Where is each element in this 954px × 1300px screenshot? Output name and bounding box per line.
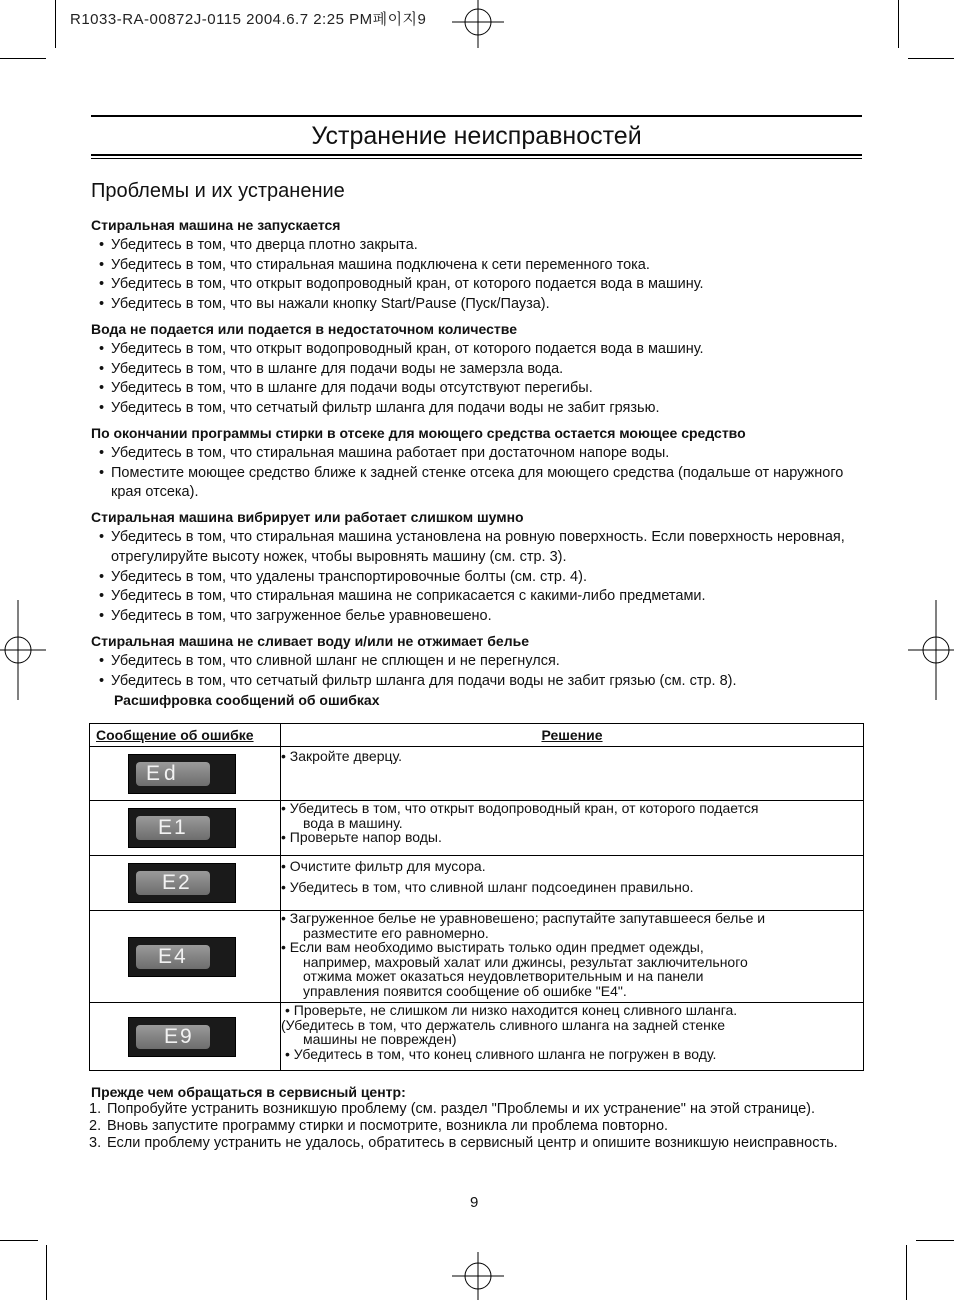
list-item: • Убедитесь в том, что сетчатый фильтр шланга для подачи воды не забит грязью.	[91, 399, 866, 419]
solution-cell	[281, 911, 864, 1003]
error-code: E1	[136, 816, 210, 840]
error-code: E2	[136, 871, 210, 895]
problems-section	[91, 216, 866, 711]
registration-mark-icon	[0, 600, 46, 700]
list-item	[89, 1101, 866, 1118]
column-header-solution: Решение	[281, 724, 864, 747]
list-item: • Убедитесь в том, что стиральная машина работает при достаточном напоре воды.	[91, 444, 866, 464]
solution-line: • Очистите фильтр для мусора.	[281, 858, 486, 874]
error-code-cell	[90, 856, 281, 911]
table-row	[90, 747, 864, 801]
list-item: • Убедитесь в том, что открыт водопроводный кран, от которого подается вода в машину.	[91, 275, 866, 295]
solution-line: • Загруженное белье не уравновешено; распутайте запутавшееся белье и	[281, 910, 766, 926]
crop-mark	[46, 1245, 47, 1300]
crop-mark	[916, 1240, 954, 1241]
problem-heading: Стиральная машина не запускается	[91, 217, 341, 233]
service-section	[91, 1084, 866, 1152]
list-item: • Убедитесь в том, что вы нажали кнопку Start/Pause (Пуск/Пауза).	[91, 295, 866, 315]
step-text: Вновь запустите программу стирки и посмотрите, возникла ли проблема повторно.	[107, 1118, 669, 1134]
registration-mark-icon	[452, 0, 504, 48]
step-number: 2.	[89, 1118, 102, 1134]
problem-heading: По окончании программы стирки в отсеке для моющего средства остается моющее средство	[91, 424, 746, 441]
problem-heading: Стиральная машина не сливает воду и/или не отжимает белье	[91, 632, 529, 649]
list-item: • Убедитесь в том, что сетчатый фильтр шланга для подачи воды не забит грязью (см. стр. 8).	[91, 672, 866, 692]
solution-cell	[281, 747, 864, 801]
list-item: • Убедитесь в том, что в шланге для подачи воды отсутствуют перегибы.	[91, 379, 866, 399]
lcd-display	[128, 1017, 236, 1057]
crop-mark	[0, 1240, 38, 1241]
problem-block	[91, 632, 866, 691]
solution-line: например, махровый халат или джинсы, результат заключительного	[303, 953, 748, 970]
error-table	[89, 723, 864, 1071]
service-steps	[91, 1101, 866, 1152]
service-heading: Прежде чем обращаться в сервисный центр:	[91, 1084, 406, 1100]
crop-mark	[908, 58, 954, 59]
lcd-display	[128, 808, 236, 848]
solution-line: управления появится сообщение об ошибке "E4".	[303, 982, 627, 999]
list-item: • Убедитесь в том, что стиральная машина установлена на ровную поверхность. Если поверхность неровная, отрегулируйте высоту ножек, чтобы выровнять машину (см. стр. 3).	[91, 528, 866, 568]
step-text: Попробуйте устранить возникшую проблему (см. раздел "Проблемы и их устранение" на этой странице).	[107, 1101, 816, 1117]
solution-line: (Убедитесь в том, что держатель сливного шланга на задней стенке	[281, 1016, 725, 1033]
list-item: • Убедитесь в том, что открыт водопроводный кран, от которого подается вода в машину.	[91, 340, 866, 360]
problem-heading: Вода не подается или подается в недостаточном количестве	[91, 320, 517, 337]
step-number: 3.	[89, 1135, 102, 1151]
error-code: E9	[136, 1025, 210, 1049]
table-row	[90, 911, 864, 1003]
list-item	[89, 1118, 866, 1135]
problem-items	[91, 652, 866, 692]
list-item: • Убедитесь в том, что стиральная машина не соприкасается с какими-либо предметами.	[91, 587, 866, 607]
solution-line: разместите его равномерно.	[303, 924, 489, 941]
crop-mark	[55, 0, 56, 48]
table-row	[90, 856, 864, 911]
solution-line: • Если вам необходимо выстирать только один предмет одежды,	[281, 939, 704, 955]
error-decoding-title: Расшифровка сообщений об ошибках	[114, 692, 380, 709]
problem-block	[91, 320, 866, 419]
registration-mark-icon	[452, 1252, 504, 1300]
list-item: • Поместите моющее средство ближе к задней стенке отсека для моющего средства (подальше от наружного края отсека).	[91, 464, 866, 504]
crop-mark	[898, 0, 899, 48]
problem-items	[91, 444, 866, 503]
page-title: Устранение неисправностей	[311, 122, 642, 150]
list-item: • Убедитесь в том, что в шланге для подачи воды не замерзла вода.	[91, 360, 866, 380]
lcd-display	[128, 937, 236, 977]
error-code: Ed	[136, 762, 210, 786]
solution-line: отжима может оказаться неудовлетворительным и на панели	[303, 968, 704, 984]
solution-line: • Убедитесь в том, что конец сливного шланга не погружен в воду.	[285, 1045, 717, 1062]
list-item: • Убедитесь в том, что загруженное белье уравновешено.	[91, 607, 866, 627]
solution-cell	[281, 856, 864, 911]
solution-line: • Убедитесь в том, что сливной шланг подсоединен правильно.	[281, 879, 694, 895]
solution-line: • Проверьте, не слишком ли низко находится конец сливного шланга.	[285, 1002, 738, 1018]
page-number: 9	[470, 1194, 479, 1211]
lcd-display	[128, 863, 236, 903]
problem-heading: Стиральная машина вибрирует или работает слишком шумно	[91, 509, 524, 526]
problem-block	[91, 508, 866, 627]
step-text: Если проблему устранить не удалось, обратитесь в сервисный центр и опишите возникшую неисправность.	[107, 1135, 838, 1151]
error-code-cell	[90, 747, 281, 801]
list-item: • Убедитесь в том, что удалены транспортировочные болты (см. стр. 4).	[91, 568, 866, 588]
solution-cell	[281, 801, 864, 856]
solution-line: вода в машину.	[303, 814, 403, 831]
table-header-row	[90, 724, 864, 747]
error-code-cell	[90, 1003, 281, 1071]
title-rule-bottom-thin	[91, 158, 862, 159]
error-code-cell	[90, 911, 281, 1003]
title-rule-top	[91, 115, 862, 117]
table-row	[90, 1003, 864, 1071]
solution-cell	[281, 1003, 864, 1071]
solution-line: • Закройте дверцу.	[281, 748, 403, 764]
section-title: Проблемы и их устранение	[91, 180, 345, 202]
solution-line: машины не поврежден)	[303, 1031, 457, 1047]
crop-mark	[0, 58, 46, 59]
list-item	[89, 1135, 866, 1152]
title-rule-bottom	[91, 154, 862, 156]
error-code: E4	[136, 945, 210, 969]
solution-line: • Проверьте напор воды.	[281, 829, 442, 845]
solution-line: • Убедитесь в том, что открыт водопроводный кран, от которого подается	[281, 800, 759, 816]
lcd-display	[128, 754, 236, 794]
list-item: • Убедитесь в том, что дверца плотно закрыта.	[91, 236, 866, 256]
problem-items	[91, 236, 866, 315]
print-header: R1033-RA-00872J-0115 2004.6.7 2:25 PM페이지9	[70, 11, 427, 28]
error-code-cell	[90, 801, 281, 856]
problem-items	[91, 528, 866, 627]
crop-mark	[906, 1245, 907, 1300]
registration-mark-icon	[908, 600, 954, 700]
table-row	[90, 801, 864, 856]
column-header-error: Сообщение об ошибке	[90, 724, 281, 747]
list-item: • Убедитесь в том, что стиральная машина подключена к сети переменного тока.	[91, 256, 866, 276]
step-number: 1.	[89, 1101, 102, 1117]
problem-items	[91, 340, 866, 419]
list-item: • Убедитесь в том, что сливной шланг не сплющен и не перегнулся.	[91, 652, 866, 672]
problem-block	[91, 424, 866, 503]
problem-block	[91, 216, 866, 315]
